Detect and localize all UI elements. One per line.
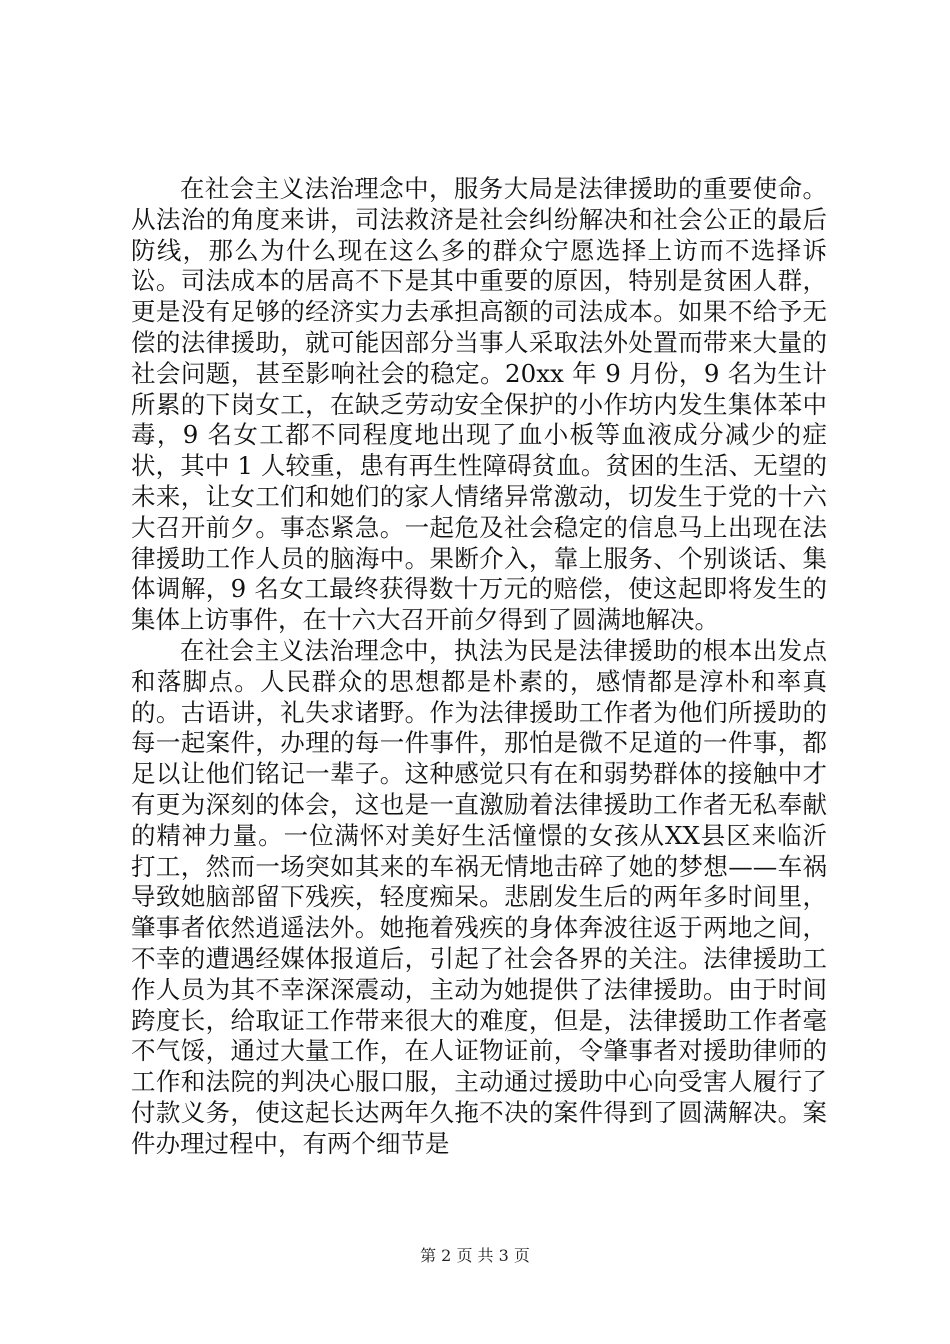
document-body <box>131 174 827 1160</box>
paragraph: 在社会主义法治理念中，执法为民是法律援助的根本出发点和落脚点。人民群众的思想都是朴素的，感情都是淳朴和率真的。古语讲，礼失求诸野。作为法律援助工作者为他们所援助的每一起案件，办理的每一件事件，那怕是微不足道的一件事，都足以让他们铭记一辈子。这种感觉只有在和弱势群体的接触中才有更为深刻的体会，这也是一直激励着法律援助工作者无私奉献的精神力量。一位满怀对美好生活憧憬的女孩从XX县区来临沂打工，然而一场突如其来的车祸无情地击碎了她的梦想——车祸导致她脑部留下残疾，轻度痴呆。悲剧发生后的两年多时间里，肇事者依然逍遥法外。她拖着残疾的身体奔波往返于两地之间，不幸的遭遇经媒体报道后，引起了社会各界的关注。法律援助工作人员为其不幸深深震动，主动为她提供了法律援助。由于时间跨度长，给取证工作带来很大的难度，但是，法律援助工作者毫不气馁，通过大量工作，在人证物证前，令肇事者对援助律师的工作和法院的判决心服口服，主动通过援助中心向受害人履行了付款义务，使这起长达两年久拖不决的案件得到了圆满解决。案件办理过程中，有两个细节是 <box>131 635 827 1158</box>
paragraph: 在社会主义法治理念中，服务大局是法律援助的重要使命。从法治的角度来讲，司法救济是社会纠纷解决和社会公正的最后防线，那么为什么现在这么多的群众宁愿选择上访而不选择诉讼。司法成本的居高不下是其中重要的原因，特别是贫困人群，更是没有足够的经济实力去承担高额的司法成本。如果不给予无偿的法律援助，就可能因部分当事人采取法外处置而带来大量的社会问题，甚至影响社会的稳定。20xx 年 9 月份，9 名为生计所累的下岗女工，在缺乏劳动安全保护的小作坊内发生集体苯中毒，9 名女工都不同程度地出现了血小板等血液成分减少的症状，其中 1 人较重，患有再生性障碍贫血。贫困的生活、无望的未来，让女工们和她们的家人情绪异常激动，切发生于党的十六大召开前夕。事态紧急。一起危及社会稳定的信息马上出现在法律援助工作人员的脑海中。果断介入，靠上服务、个别谈话、集体调解，9 名女工最终获得数十万元的赔偿，使这起即将发生的集体上访事件，在十六大召开前夕得到了圆满地解决。 <box>131 174 827 635</box>
page-footer: 第 2 页 共 3 页 <box>420 1246 530 1265</box>
